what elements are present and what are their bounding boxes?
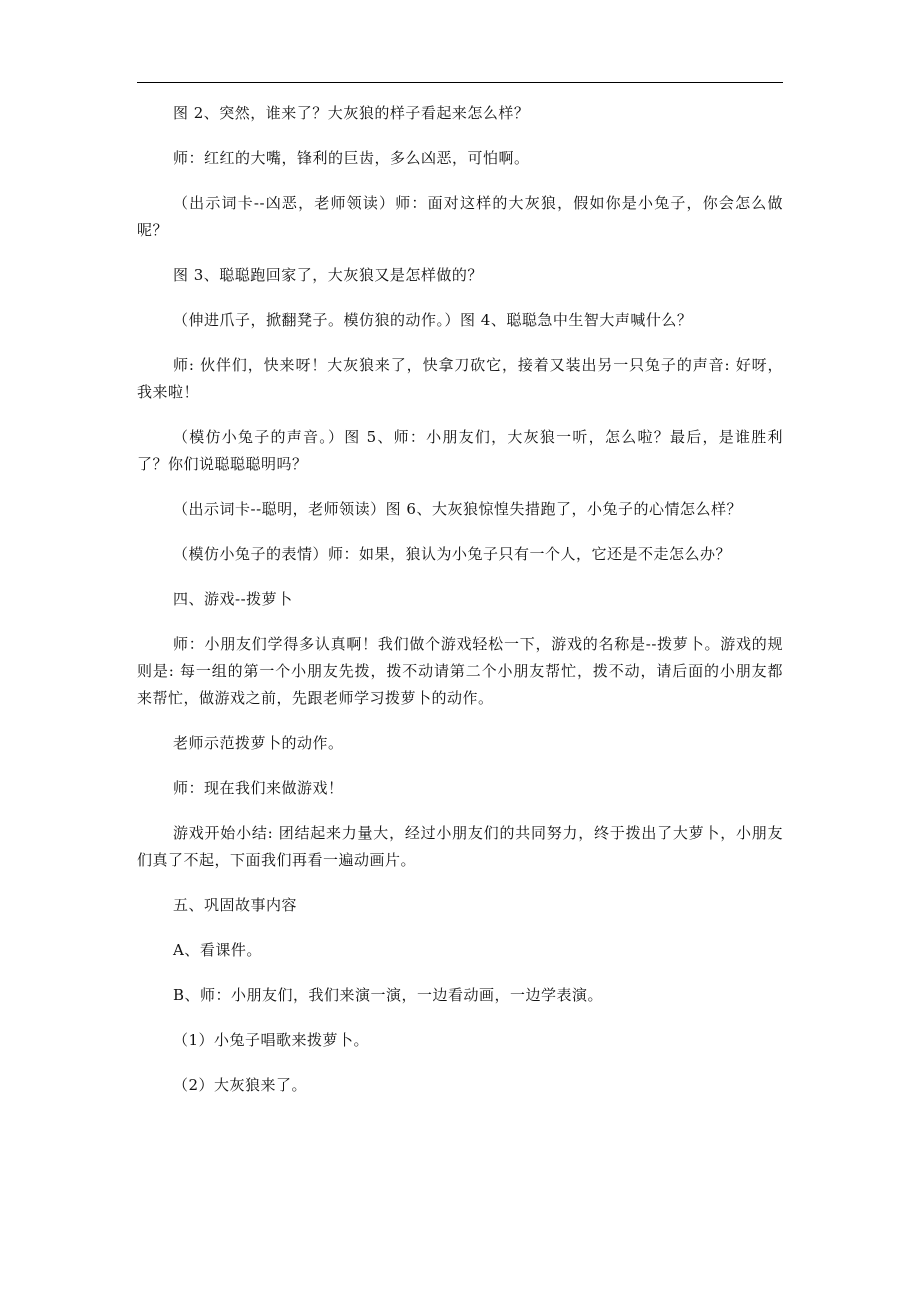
list-item: B、师：小朋友们，我们来演一演，一边看动画，一边学表演。 xyxy=(173,986,604,1004)
paragraph: （出示词卡--凶恶，老师领读）师：面对这样的大灰狼，假如你是小兔子，你会怎么做呢？ xyxy=(137,194,783,239)
paragraph: 图 3、聪聪跑回家了，大灰狼又是怎样做的？ xyxy=(173,266,483,284)
paragraph: 师：现在我们来做游戏！ xyxy=(173,779,344,797)
paragraph: 师：小朋友们学得多认真啊！我们做个游戏轻松一下，游戏的名称是--拨萝卜。游戏的规则是: 每一组的第一个小朋友先拨，拨不动请第二个小朋友帮忙，拨不动，请后面的小朋友都来帮忙，做游戏之前，先跟老师学习拨萝卜的动作。 xyxy=(137,635,783,707)
document-body xyxy=(137,100,783,1099)
paragraph: （模仿小兔子的表情）师：如果，狼认为小兔子只有一个人，它还是不走怎么办？ xyxy=(173,545,732,563)
section-heading: 五、巩固故事内容 xyxy=(173,896,298,914)
paragraph: 老师示范拨萝卜的动作。 xyxy=(173,734,344,752)
section-heading: 四、游戏--拨萝卜 xyxy=(173,590,293,608)
paragraph: 游戏开始小结: 团结起来力量大，经过小朋友们的共同努力，终于拨出了大萝卜，小朋友们真了不起，下面我们再看一遍动画片。 xyxy=(137,824,783,869)
paragraph: 师：红红的大嘴，锋利的巨齿，多么凶恶，可怕啊。 xyxy=(173,149,530,167)
paragraph: 师: 伙伴们，快来呀！大灰狼来了，快拿刀砍它，接着又装出另一只兔子的声音: 好呀，我来啦！ xyxy=(137,356,783,401)
paragraph: （伸进爪子，掀翻凳子。模仿狼的动作。）图 4、聪聪急中生智大声喊什么？ xyxy=(173,311,693,329)
paragraph: （模仿小兔子的声音。）图 5、师：小朋友们，大灰狼一听，怎么啦？最后，是谁胜利了？你们说聪聪聪明吗？ xyxy=(137,428,783,473)
paragraph: 图 2、突然，谁来了？大灰狼的样子看起来怎么样？ xyxy=(173,104,530,122)
list-item: A、看课件。 xyxy=(173,941,262,959)
paragraph: （出示词卡--聪明，老师领读）图 6、大灰狼惊惶失措跑了，小兔子的心情怎么样？ xyxy=(173,500,742,518)
header-rule xyxy=(137,82,783,83)
list-item: （2）大灰狼来了。 xyxy=(173,1076,308,1094)
list-item: （1）小兔子唱歌来拨萝卜。 xyxy=(173,1031,370,1049)
